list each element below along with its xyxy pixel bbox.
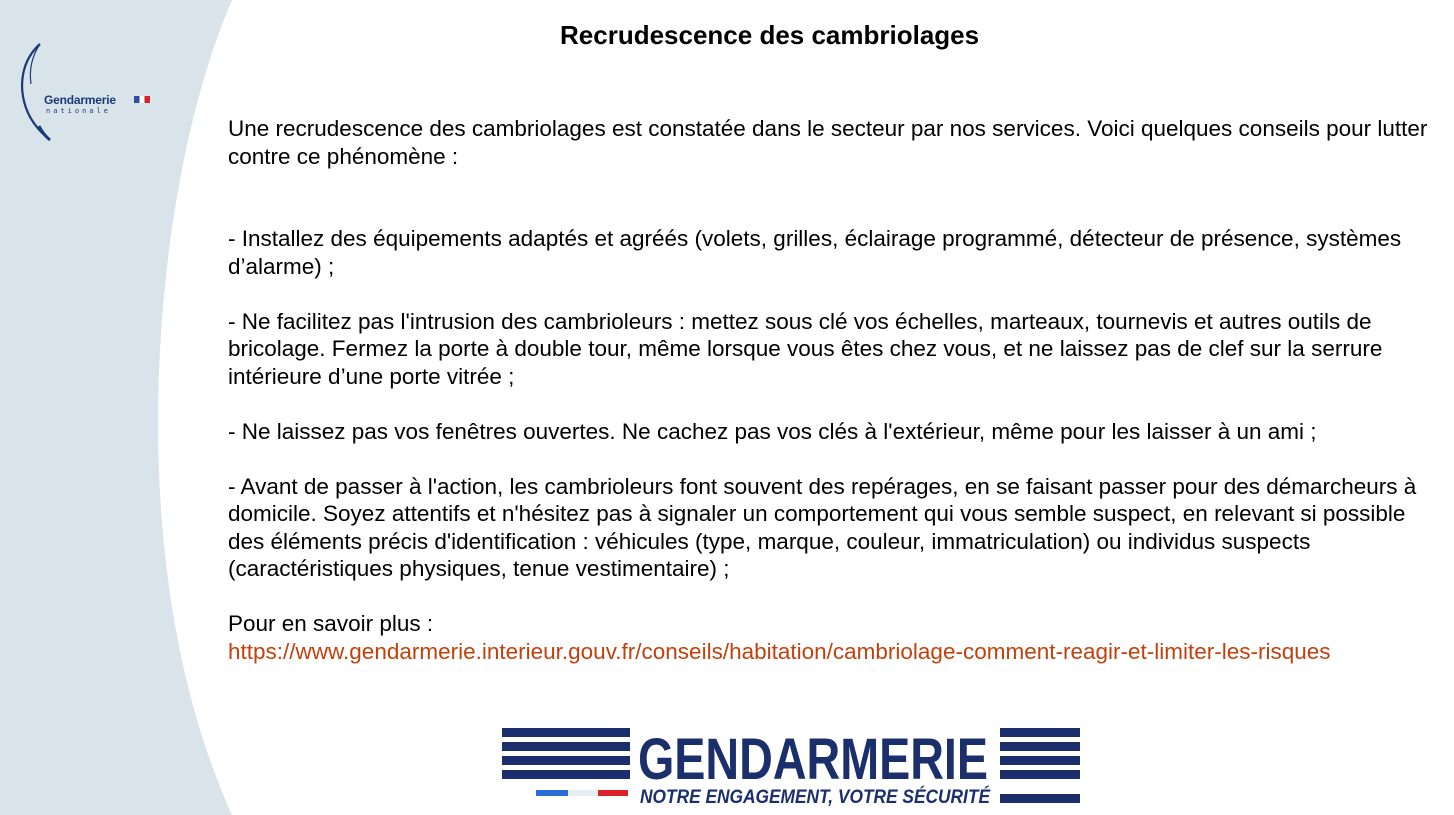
brand-stripes-left [502,728,630,779]
tip-paragraph: - Ne facilitez pas l'intrusion des cambrioleurs : mettez sous clé vos échelles, marteaux, tournevis et autres outils de bricolage. Fermez la porte à double tour, même lorsque vous êtes chez vous, et ne laissez pas de clef sur la serrure intérieure d’une porte vitrée ; [228,308,1383,389]
gendarmerie-small-logo [14,40,154,145]
tip-paragraph: - Avant de passer à l'action, les cambrioleurs font souvent des repérages, en se faisant passer pour des démarcheurs à domicile. Soyez attentifs et n'hésitez pas à signaler un comportement qui vous semble suspect, en relevant si possible des éléments précis d'identification : véhicules (type, marque, couleur, immatriculation) ou individus suspects (caractéristiques physiques, tenue vestimentaire) ; [228,473,1417,581]
flag-white [568,790,598,796]
flag-blue [536,790,568,796]
intro-paragraph: Une recrudescence des cambriolages est constatée dans le secteur par nos services. Voici quelques conseils pour lutter contre ce phénomène : [228,116,1428,169]
more-info-link[interactable]: https://www.gendarmerie.interieur.gouv.fr/conseils/habitation/cambriolage-comment-reagir-et-limiter-les-risques [228,638,1331,664]
brand-stripes-right [1000,728,1080,803]
gendarmerie-brand-logo [502,726,1082,808]
tip-paragraph: - Installez des équipements adaptés et agréés (volets, grilles, éclairage programmé, détecteur de présence, systèmes d’alarme) ; [228,226,1402,279]
brand-name: GENDARMERIE [638,727,988,792]
tip-paragraph: - Ne laissez pas vos fenêtres ouvertes. Ne cachez pas vos clés à l'extérieur, même pour les laisser à un ami ; [228,418,1317,444]
small-logo-name: Gendarmerie [44,93,116,107]
page-title: Recrudescence des cambriolages [560,20,980,50]
small-logo-subtitle: nationale [46,107,111,115]
flag-red [598,790,628,796]
brand-slogan: NOTRE ENGAGEMENT, VOTRE SÉCURITÉ [640,787,1024,808]
small-logo-flag [134,96,150,103]
article-body [228,115,1443,665]
more-info-label: Pour en savoir plus : [228,611,434,636]
